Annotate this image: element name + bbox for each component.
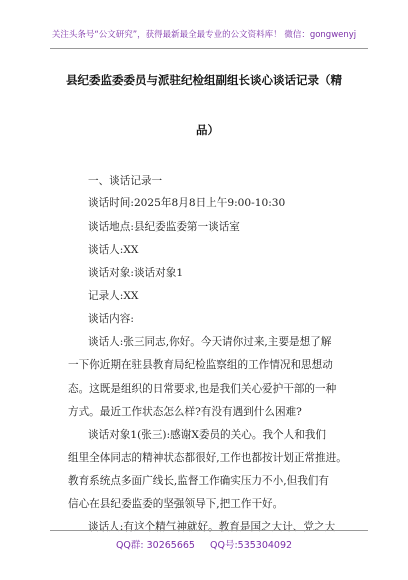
paragraph-line: 谈话对象1(张三):感谢X委员的关心。我个人和我们 <box>88 429 326 441</box>
interviewee: 谈话对象:谈话对象1 <box>88 267 184 279</box>
recorder: 记录人:XX <box>88 290 139 302</box>
meeting-location: 谈话地点:县纪委监委第一谈话室 <box>88 221 240 233</box>
content-label: 谈话内容: <box>88 313 134 325</box>
footer-divider <box>50 530 368 531</box>
paragraph-line: 方式。最近工作状态怎么样?有没有遇到什么困难? <box>68 406 302 418</box>
section-heading: 一、谈话记录一 <box>88 175 163 187</box>
paragraph-line: 态。这既是组织的日常要求,也是我们关心爱护干部的一种 <box>68 383 337 395</box>
paragraph-line: 谈话人:有这个精气神就好。教育是国之大计、党之大 <box>88 521 336 533</box>
header-divider <box>50 48 368 49</box>
footer-contact <box>0 537 408 551</box>
document-title: 县纪委监委委员与派驻纪检组副组长谈心谈话记录（精 <box>66 73 342 87</box>
meeting-time: 谈话时间:2025年8月8日上午9:00-10:30 <box>88 197 286 209</box>
footer-qq-number: QQ号:535304092 <box>210 540 293 551</box>
paragraph-line: 信心在县纪委监委的坚强领导下,把工作干好。 <box>68 498 284 510</box>
interviewer: 谈话人:XX <box>88 244 139 256</box>
paragraph-line: 组里全体同志的精神状态都很好,工作也都按计划正常推进。 <box>68 452 347 464</box>
paragraph-line: 教育系统点多面广线长,监督工作确实压力不小,但我们有 <box>68 475 329 487</box>
paragraph-line: 一下你近期在驻县教育局纪检监察组的工作情况和思想动 <box>68 359 333 371</box>
header-banner: 关注头条号“公文研究”，获得最新最全最专业的公文资料库！ 微信：gongwenyj <box>51 30 357 40</box>
paragraph-line: 谈话人:张三同志,你好。今天请你过来,主要是想了解 <box>88 336 332 348</box>
footer-qq-group: QQ群: 30265665 <box>115 540 195 551</box>
document-title-continued: 品） <box>196 123 219 137</box>
